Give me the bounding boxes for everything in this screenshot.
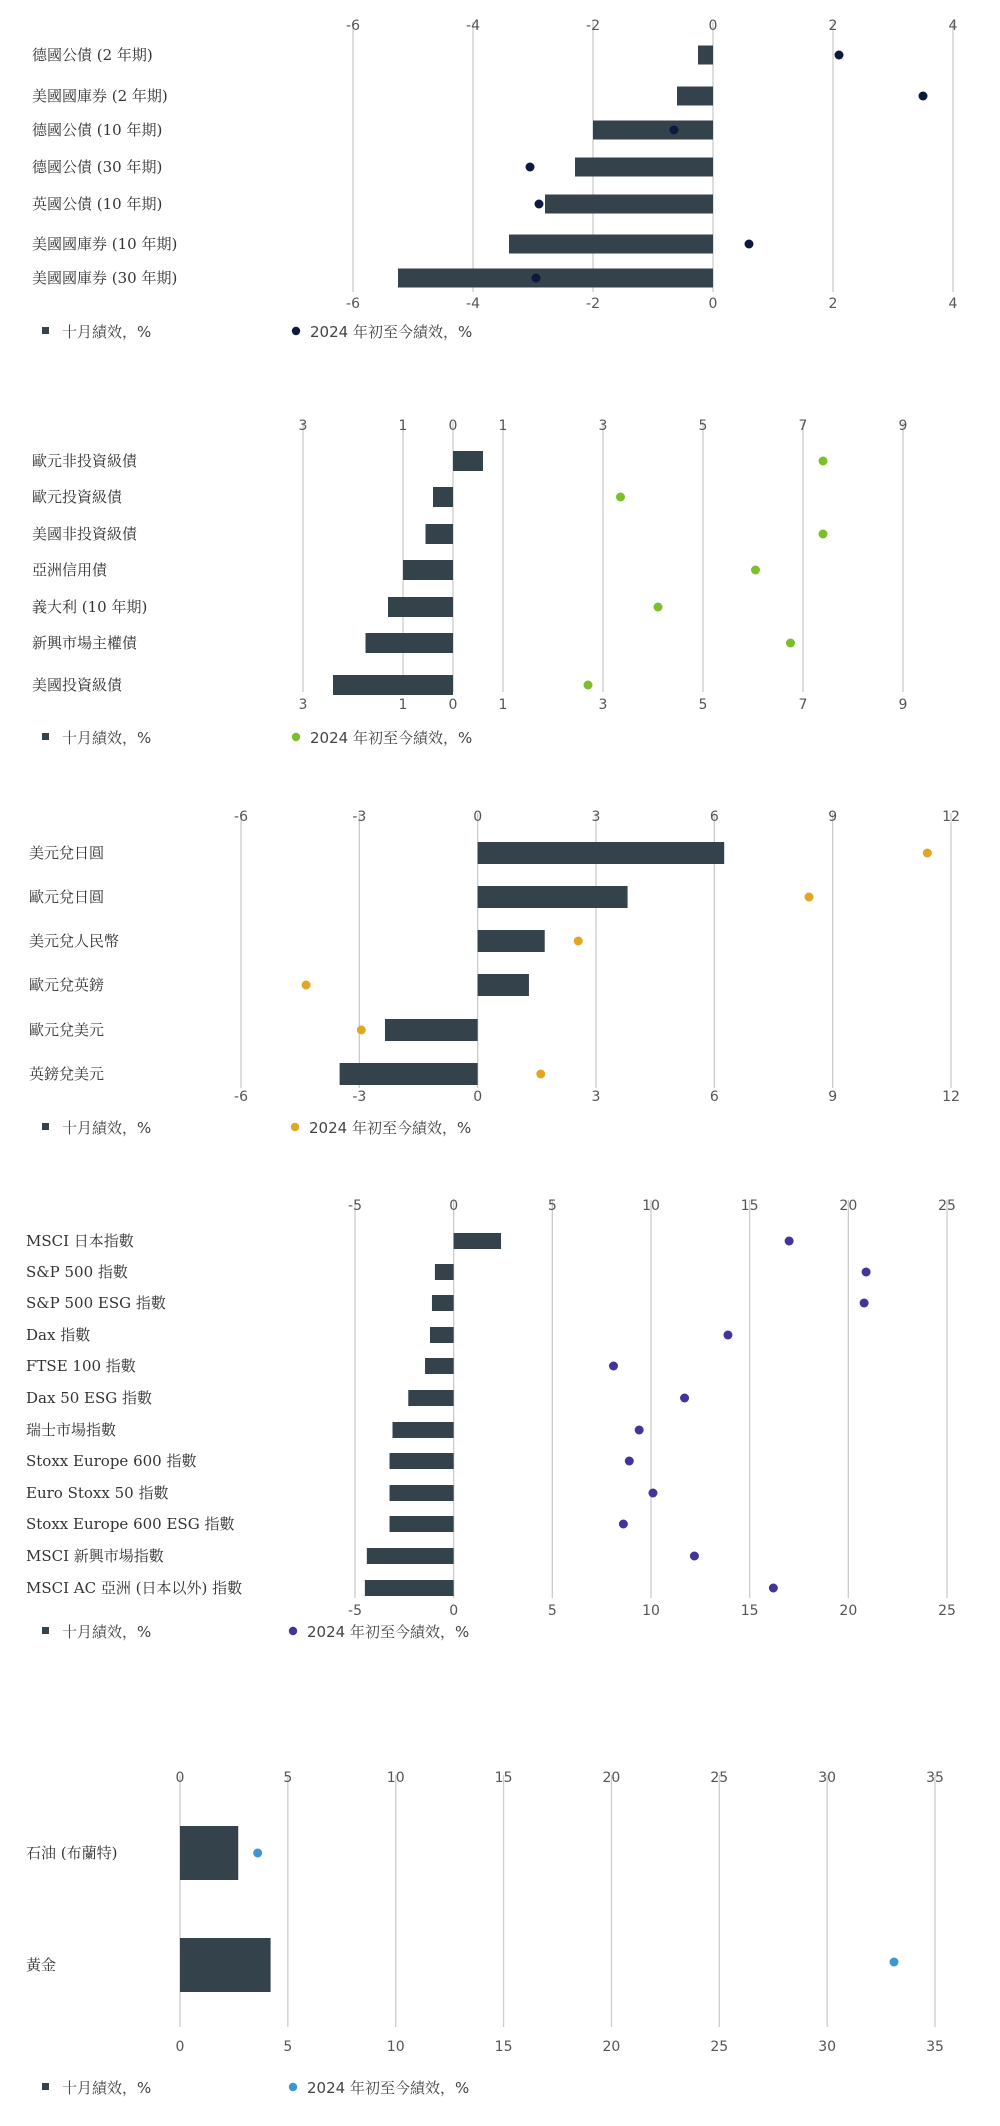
x-tick-label-bottom: 10 (642, 1603, 660, 1619)
dot (785, 1237, 794, 1246)
x-tick-label-top: 20 (839, 1198, 858, 1214)
category-label: Dax 指數 (26, 1326, 91, 1344)
x-tick-label-top: 30 (818, 1770, 837, 1786)
x-tick-label-top: 12 (942, 809, 960, 825)
category-label: MSCI 日本指數 (26, 1232, 134, 1250)
x-tick-label-top: 0 (448, 418, 458, 434)
legend-label: 十月績效，% (62, 1119, 152, 1137)
x-tick-label-bottom: 0 (175, 2039, 185, 2055)
x-tick-label-top: 3 (598, 418, 608, 434)
x-tick-label-top: 3 (591, 809, 601, 825)
bar (454, 1233, 501, 1249)
x-tick-label-top: 4 (948, 18, 958, 34)
dot (805, 893, 814, 902)
legend-label: 十月績效，% (62, 1623, 152, 1641)
x-tick-label-top: 15 (494, 1770, 513, 1786)
category-label: 瑞士市場指數 (26, 1421, 117, 1439)
x-tick-label-top: 1 (398, 418, 408, 434)
category-label: 美元兌人民幣 (29, 932, 120, 950)
category-label: 美國國庫券 (2 年期) (32, 87, 168, 105)
dot (574, 937, 583, 946)
bar (385, 1019, 478, 1041)
x-tick-label-bottom: 15 (740, 1603, 759, 1619)
category-label: S&P 500 ESG 指數 (26, 1294, 166, 1312)
legend-label: 十月績效，% (62, 2079, 152, 2097)
x-tick-label-bottom: 2 (828, 296, 838, 312)
x-tick-label-top: -6 (234, 809, 248, 825)
x-tick-label-top: 1 (498, 418, 508, 434)
x-tick-label-bottom: 1 (398, 697, 408, 713)
dot (786, 639, 795, 648)
category-label: 歐元兌日圓 (29, 888, 105, 906)
bar (433, 487, 453, 507)
category-label: MSCI AC 亞洲 (日本以外) 指數 (26, 1579, 243, 1597)
category-label: 歐元投資級債 (32, 488, 123, 506)
x-tick-label-top: 5 (547, 1198, 557, 1214)
dot (819, 457, 828, 466)
dot (609, 1362, 618, 1371)
bar (545, 195, 713, 214)
x-tick-label-top: 9 (828, 809, 838, 825)
bar (432, 1295, 454, 1311)
x-tick-label-bottom: 9 (828, 1089, 838, 1105)
x-tick-label-bottom: 1 (498, 697, 508, 713)
category-label: 德國公債 (10 年期) (32, 121, 163, 139)
legend-dot-marker (292, 327, 300, 335)
dot (526, 163, 535, 172)
dot (532, 274, 541, 283)
legend-label: 2024 年初至今績效，% (310, 323, 473, 341)
x-tick-label-bottom: 20 (602, 2039, 621, 2055)
category-label: 英國公債 (10 年期) (32, 195, 163, 213)
dot (253, 1849, 262, 1858)
x-tick-label-bottom: 4 (948, 296, 958, 312)
dot (745, 240, 754, 249)
bar (677, 87, 713, 106)
bar (575, 158, 713, 177)
x-tick-label-bottom: 5 (698, 697, 708, 713)
category-label: 義大利 (10 年期) (32, 598, 148, 616)
bar (698, 46, 713, 65)
dot (723, 1331, 732, 1340)
dot (769, 1584, 778, 1593)
category-label: MSCI 新興市場指數 (26, 1547, 164, 1565)
bar (403, 560, 453, 580)
x-tick-label-top: 0 (449, 1198, 459, 1214)
x-tick-label-bottom: -6 (346, 296, 360, 312)
x-tick-label-bottom: 6 (709, 1089, 719, 1105)
x-tick-label-bottom: 5 (547, 1603, 557, 1619)
x-tick-label-bottom: 3 (298, 697, 308, 713)
dot (648, 1489, 657, 1498)
dot (860, 1299, 869, 1308)
x-tick-label-top: 25 (938, 1198, 956, 1214)
dot (302, 981, 311, 990)
category-label: 美國投資級債 (32, 676, 123, 694)
category-label: S&P 500 指數 (26, 1263, 128, 1281)
bar (509, 235, 713, 254)
x-tick-label-bottom: 7 (798, 697, 808, 713)
x-tick-label-bottom: 5 (283, 2039, 293, 2055)
legend-label: 十月績效，% (62, 323, 152, 341)
legend-label: 2024 年初至今績效，% (309, 1119, 472, 1137)
legend-label: 十月績效，% (62, 729, 152, 747)
dot (616, 493, 625, 502)
x-tick-label-bottom: 0 (708, 296, 718, 312)
x-tick-label-bottom: 35 (926, 2039, 944, 2055)
dot (619, 1520, 628, 1529)
category-label: Euro Stoxx 50 指數 (26, 1484, 169, 1502)
x-tick-label-bottom: -6 (234, 1089, 248, 1105)
x-tick-label-bottom: 3 (598, 697, 608, 713)
category-label: 德國公債 (2 年期) (32, 46, 153, 64)
bar (453, 451, 483, 471)
bar (340, 1063, 478, 1085)
legend-bar-marker (42, 733, 49, 740)
x-tick-label-top: -2 (586, 18, 600, 34)
x-tick-label-bottom: 25 (938, 1603, 956, 1619)
x-tick-label-top: 5 (698, 418, 708, 434)
x-tick-label-bottom: -5 (348, 1603, 362, 1619)
x-tick-label-top: -6 (346, 18, 360, 34)
legend-dot-marker (291, 1123, 299, 1131)
x-tick-label-bottom: -2 (586, 296, 600, 312)
dot (654, 603, 663, 612)
bar (435, 1264, 454, 1280)
bar (388, 597, 453, 617)
dot (751, 566, 760, 575)
bar (392, 1422, 453, 1438)
bar (365, 1580, 454, 1596)
legend-bar-marker (42, 1627, 49, 1634)
bar (478, 886, 628, 908)
category-label: 黃金 (26, 1956, 57, 1974)
bar (390, 1485, 454, 1501)
dot (680, 1394, 689, 1403)
x-tick-label-bottom: 0 (449, 1603, 459, 1619)
x-tick-label-top: 7 (798, 418, 808, 434)
bar (390, 1453, 454, 1469)
category-label: 美國國庫券 (30 年期) (32, 269, 178, 287)
category-label: 歐元兌美元 (29, 1021, 105, 1039)
dot (535, 200, 544, 209)
bar (478, 842, 725, 864)
dot (670, 126, 679, 135)
category-label: Stoxx Europe 600 ESG 指數 (26, 1515, 235, 1533)
bar (398, 269, 713, 288)
x-tick-label-top: 25 (710, 1770, 729, 1786)
dot (625, 1457, 634, 1466)
dot (890, 1958, 899, 1967)
bar (478, 930, 545, 952)
x-tick-label-top: 10 (642, 1198, 660, 1214)
category-label: 歐元非投資級債 (32, 452, 138, 470)
legend-bar-marker (42, 327, 49, 334)
dot (690, 1552, 699, 1561)
dot (835, 51, 844, 60)
x-tick-label-top: 35 (926, 1770, 944, 1786)
x-tick-label-top: -3 (352, 809, 367, 825)
category-label: 美元兌日圓 (29, 844, 105, 862)
x-tick-label-top: 3 (298, 418, 308, 434)
x-tick-label-top: 5 (283, 1770, 293, 1786)
bar (180, 1938, 271, 1992)
x-tick-label-top: -4 (466, 18, 480, 34)
x-tick-label-top: 20 (602, 1770, 621, 1786)
bar (180, 1826, 238, 1880)
legend-label: 2024 年初至今績效，% (310, 729, 473, 747)
legend-dot-marker (289, 2083, 297, 2091)
x-tick-label-bottom: 25 (710, 2039, 729, 2055)
x-tick-label-top: 6 (709, 809, 719, 825)
dot (584, 681, 593, 690)
x-tick-label-bottom: 30 (818, 2039, 837, 2055)
category-label: 新興市場主權債 (32, 634, 138, 652)
bar (425, 1358, 454, 1374)
legend-bar-marker (42, 1123, 49, 1130)
bar (366, 633, 454, 653)
bar (426, 524, 454, 544)
dot (919, 92, 928, 101)
x-tick-label-top: 15 (740, 1198, 759, 1214)
x-tick-label-top: 0 (473, 809, 483, 825)
x-tick-label-bottom: -3 (352, 1089, 367, 1105)
legend-label: 2024 年初至今績效，% (307, 2079, 470, 2097)
x-tick-label-bottom: -4 (466, 296, 480, 312)
category-label: 亞洲信用債 (32, 561, 108, 579)
x-tick-label-bottom: 3 (591, 1089, 601, 1105)
x-tick-label-bottom: 20 (839, 1603, 858, 1619)
bar (593, 121, 713, 140)
category-label: 德國公債 (30 年期) (32, 158, 163, 176)
x-tick-label-bottom: 0 (448, 697, 458, 713)
dot (819, 530, 828, 539)
x-tick-label-top: 2 (828, 18, 838, 34)
category-label: Dax 50 ESG 指數 (26, 1389, 153, 1407)
x-tick-label-top: 0 (708, 18, 718, 34)
dot (357, 1026, 366, 1035)
category-label: Stoxx Europe 600 指數 (26, 1452, 197, 1470)
bar (390, 1516, 454, 1532)
dot (635, 1426, 644, 1435)
x-tick-label-top: 9 (898, 418, 908, 434)
legend-label: 2024 年初至今績效，% (307, 1623, 470, 1641)
category-label: FTSE 100 指數 (26, 1357, 136, 1375)
category-label: 英鎊兌美元 (29, 1065, 105, 1083)
x-tick-label-top: -5 (348, 1198, 362, 1214)
category-label: 石油 (布蘭特) (26, 1844, 118, 1862)
bar (333, 675, 453, 695)
x-tick-label-bottom: 12 (942, 1089, 960, 1105)
category-label: 美國非投資級債 (32, 525, 138, 543)
x-tick-label-bottom: 0 (473, 1089, 483, 1105)
x-tick-label-bottom: 10 (386, 2039, 405, 2055)
legend-dot-marker (289, 1627, 297, 1635)
category-label: 歐元兌英鎊 (29, 976, 105, 994)
dot (923, 849, 932, 858)
x-tick-label-bottom: 15 (494, 2039, 513, 2055)
dot (862, 1268, 871, 1277)
x-tick-label-top: 0 (175, 1770, 185, 1786)
legend-dot-marker (292, 733, 300, 741)
bar (367, 1548, 454, 1564)
bar (430, 1327, 454, 1343)
bar (408, 1390, 453, 1406)
bar (478, 974, 529, 996)
category-label: 美國國庫券 (10 年期) (32, 235, 178, 253)
legend-bar-marker (42, 2083, 49, 2090)
dot (536, 1070, 545, 1079)
x-tick-label-top: 10 (386, 1770, 405, 1786)
x-tick-label-bottom: 9 (898, 697, 908, 713)
